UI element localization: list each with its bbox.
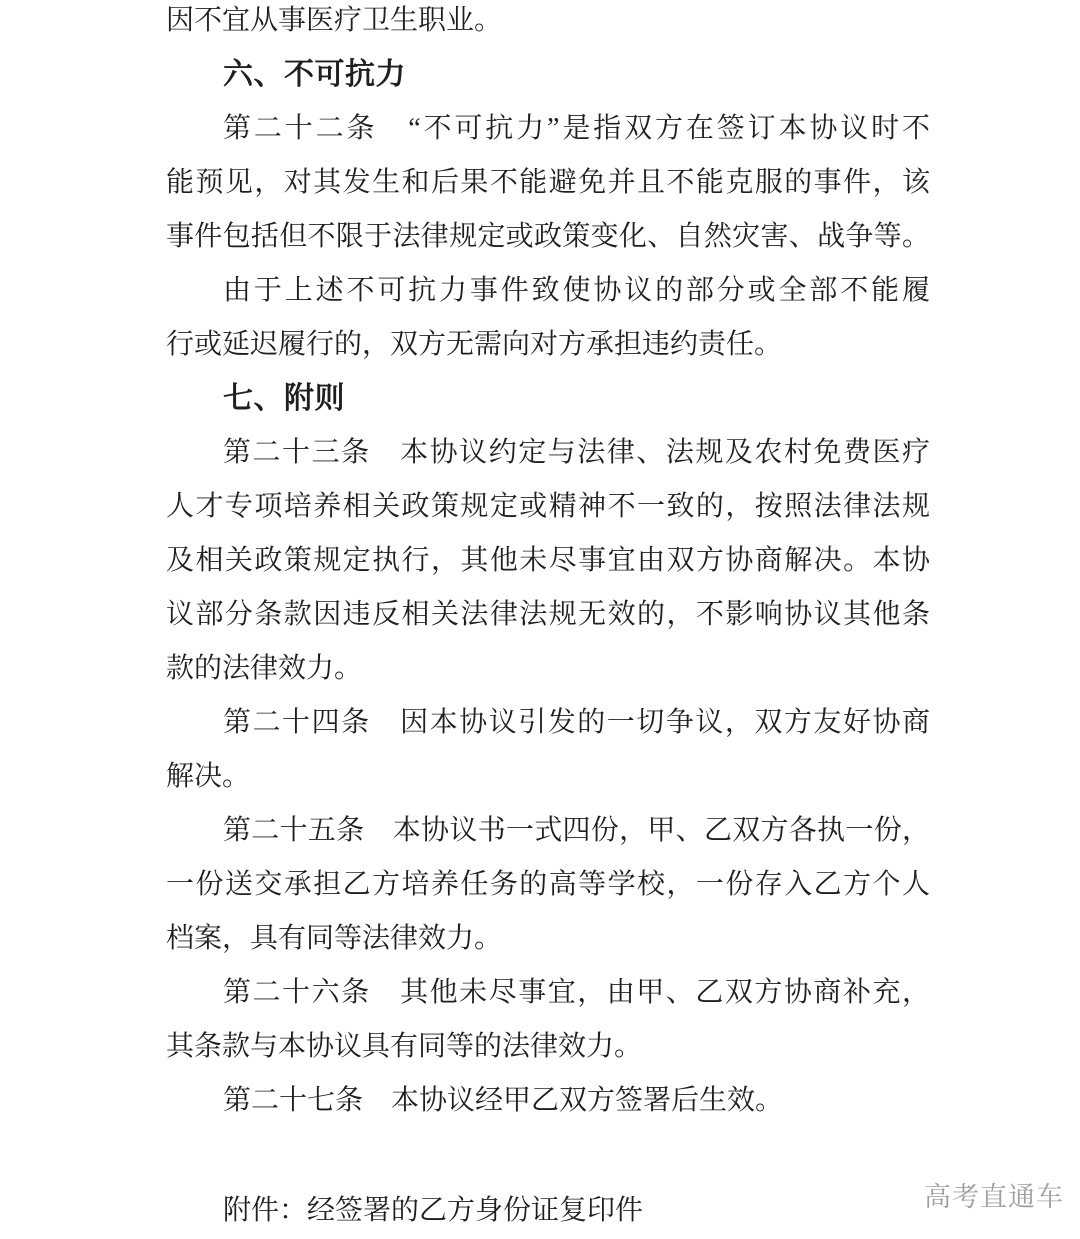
section-heading: 七、附则 xyxy=(223,382,345,415)
text-line: 由于上述不可抗力事件致使协议的部分或全部不能履 xyxy=(223,275,930,306)
text-line: 事件包括但不限于法律规定或政策变化、自然灾害、战争等。 xyxy=(166,221,930,252)
text-line: 第二十六条 其他未尽事宜，由甲、乙双方协商补充， xyxy=(223,977,930,1008)
text-line: 第二十七条 本协议经甲乙双方签署后生效。 xyxy=(223,1085,784,1116)
text-line: 能预见，对其发生和后果不能避免并且不能克服的事件，该 xyxy=(166,167,930,198)
attachment-line: 附件：经签署的乙方身份证复印件 xyxy=(223,1195,644,1226)
text-line: 解决。 xyxy=(166,761,251,792)
text-line: 一份送交承担乙方培养任务的高等学校，一份存入乙方个人 xyxy=(166,869,930,900)
section-heading: 六、不可抗力 xyxy=(223,58,406,91)
text-line: 款的法律效力。 xyxy=(166,653,363,684)
text-line: 第二十五条 本协议书一式四份，甲、乙双方各执一份， xyxy=(223,815,930,846)
text-line: 人才专项培养相关政策规定或精神不一致的，按照法律法规 xyxy=(166,491,930,522)
text-line: 第二十四条 因本协议引发的一切争议，双方友好协商 xyxy=(223,707,930,738)
text-line: 及相关政策规定执行，其他未尽事宜由双方协商解决。本协 xyxy=(166,545,930,576)
text-line: 第二十三条 本协议约定与法律、法规及农村免费医疗 xyxy=(223,437,930,468)
text-line: 议部分条款因违反相关法律法规无效的，不影响协议其他条 xyxy=(166,599,930,630)
text-line: 第二十二条 “不可抗力”是指双方在签订本协议时不 xyxy=(223,113,930,144)
text-line: 档案，具有同等法律效力。 xyxy=(166,923,503,954)
watermark: 高考直通车 xyxy=(924,1182,1064,1212)
text-line: 行或延迟履行的，双方无需向对方承担违约责任。 xyxy=(166,329,783,360)
text-line: 因不宜从事医疗卫生职业。 xyxy=(166,5,503,36)
text-line: 其条款与本协议具有同等的法律效力。 xyxy=(166,1031,643,1062)
